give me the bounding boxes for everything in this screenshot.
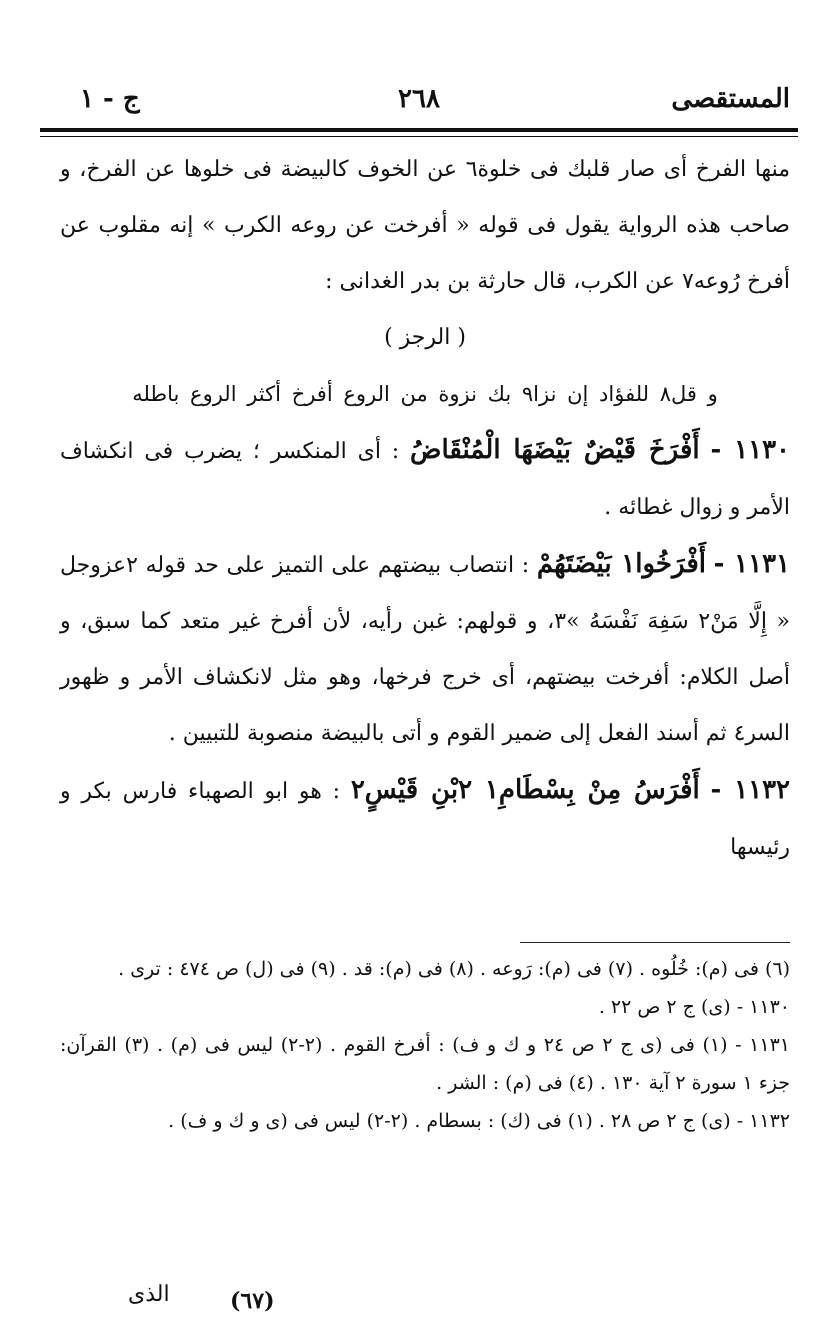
entry-1131 [60, 536, 790, 762]
header-rule-thin [40, 136, 798, 137]
entry-1130 [60, 422, 790, 536]
entry-text: : هو ابو الصهباء فارس بكر و رئيسها [60, 779, 790, 860]
entry-headword: أَفْرَسُ مِنْ بِسْطَامِ١ ٢بْنِ قَيْسٍ٢ [350, 775, 700, 805]
signature-mark: (٦٧) [230, 1288, 275, 1314]
entry-text: : انتصاب بيضتهم على التميز على حد قوله ٢عزوجل « إِلَّا مَنْ٢ سَفِهَ نَفْسَهُ »٣، و قولهم: غبن رأيه، لأن أفرخ غير متعد كما سبق، و أصل الكلام: أفرخت بيضتهم، أى خرج فرخها، وهو مثل لانكشاف الأمر و ظهور السر٤ ثم أسند الفعل إلى ضمير القوم و أتى بالبيضة منصوبة للتبيين . [60, 553, 790, 746]
running-title: المستقصى [671, 84, 790, 114]
entry-number: ١١٣٠ - [710, 435, 790, 465]
meter-label: ( الرجز ) [384, 325, 466, 350]
footnote-block: ١١٣١ - (١) فى (ى ج ٢ ص ٢٤ و ك و ف) : أفرخ القوم . (٢-٢) ليس فى (م) . (٣) القرآن: جزء ١ سورة ٢ آية ١٣٠ . (٤) فى (م) : الشر . [60, 1034, 790, 1094]
paragraph: منها الفرخ أى صار قلبك فى خلوة٦ عن الخوف كالبيضة فى خلوها عن الفرخ، و صاحب هذه الرواية يقول فى قوله « أفرخت عن روعه الكرب » إنه مقلوب عن أفرخ رُوعه٧ عن الكرب، قال حارثة بن بدر الغدانى : [60, 157, 790, 294]
main-text [60, 142, 790, 876]
entry-number: ١١٣٢ - [710, 775, 790, 805]
entry-number: ١١٣١ - [713, 549, 790, 579]
page-header [40, 80, 798, 122]
footnote-block: ١١٣٠ - (ى) ج ٢ ص ٢٢ . [598, 996, 790, 1018]
footnotes [60, 950, 790, 1140]
footnote-block: ١١٣٢ - (ى) ج ٢ ص ٢٨ . (١) فى (ك) : بسطام . (٢-٢) ليس فى (ى و ك و ف) . [168, 1110, 790, 1132]
footnote-block: (٦) فى (م): خُلُوه . (٧) فى (م): رَوعه . (٨) فى (م): قد . (٩) فى (ل) ص ٤٧٤ : ترى . [118, 958, 790, 980]
footnotes-rule [520, 942, 790, 943]
volume-part: ج - ١ [80, 84, 140, 114]
entry-text: : أى المنكسر ؛ يضرب فى انكشاف الأمر و زوال غطائه . [60, 439, 790, 520]
page-number: ٢٦٨ [398, 84, 440, 114]
entry-1132 [60, 762, 790, 876]
catchword: الذى [128, 1282, 170, 1307]
entry-headword: أَفْرَخُوا١ بَيْضَتَهُمْ [536, 549, 706, 579]
page-footer [40, 1282, 798, 1322]
verse-line: و قل٨ للفؤاد إن نزا٩ بك نزوة من الروع أفرخ أكثر الروع باطله [132, 382, 718, 406]
entry-headword: أَفْرَخَ قَيْضٌ بَيْضَهَا الْمُنْقَاضُ [410, 435, 700, 465]
header-rule-thick [40, 128, 798, 132]
